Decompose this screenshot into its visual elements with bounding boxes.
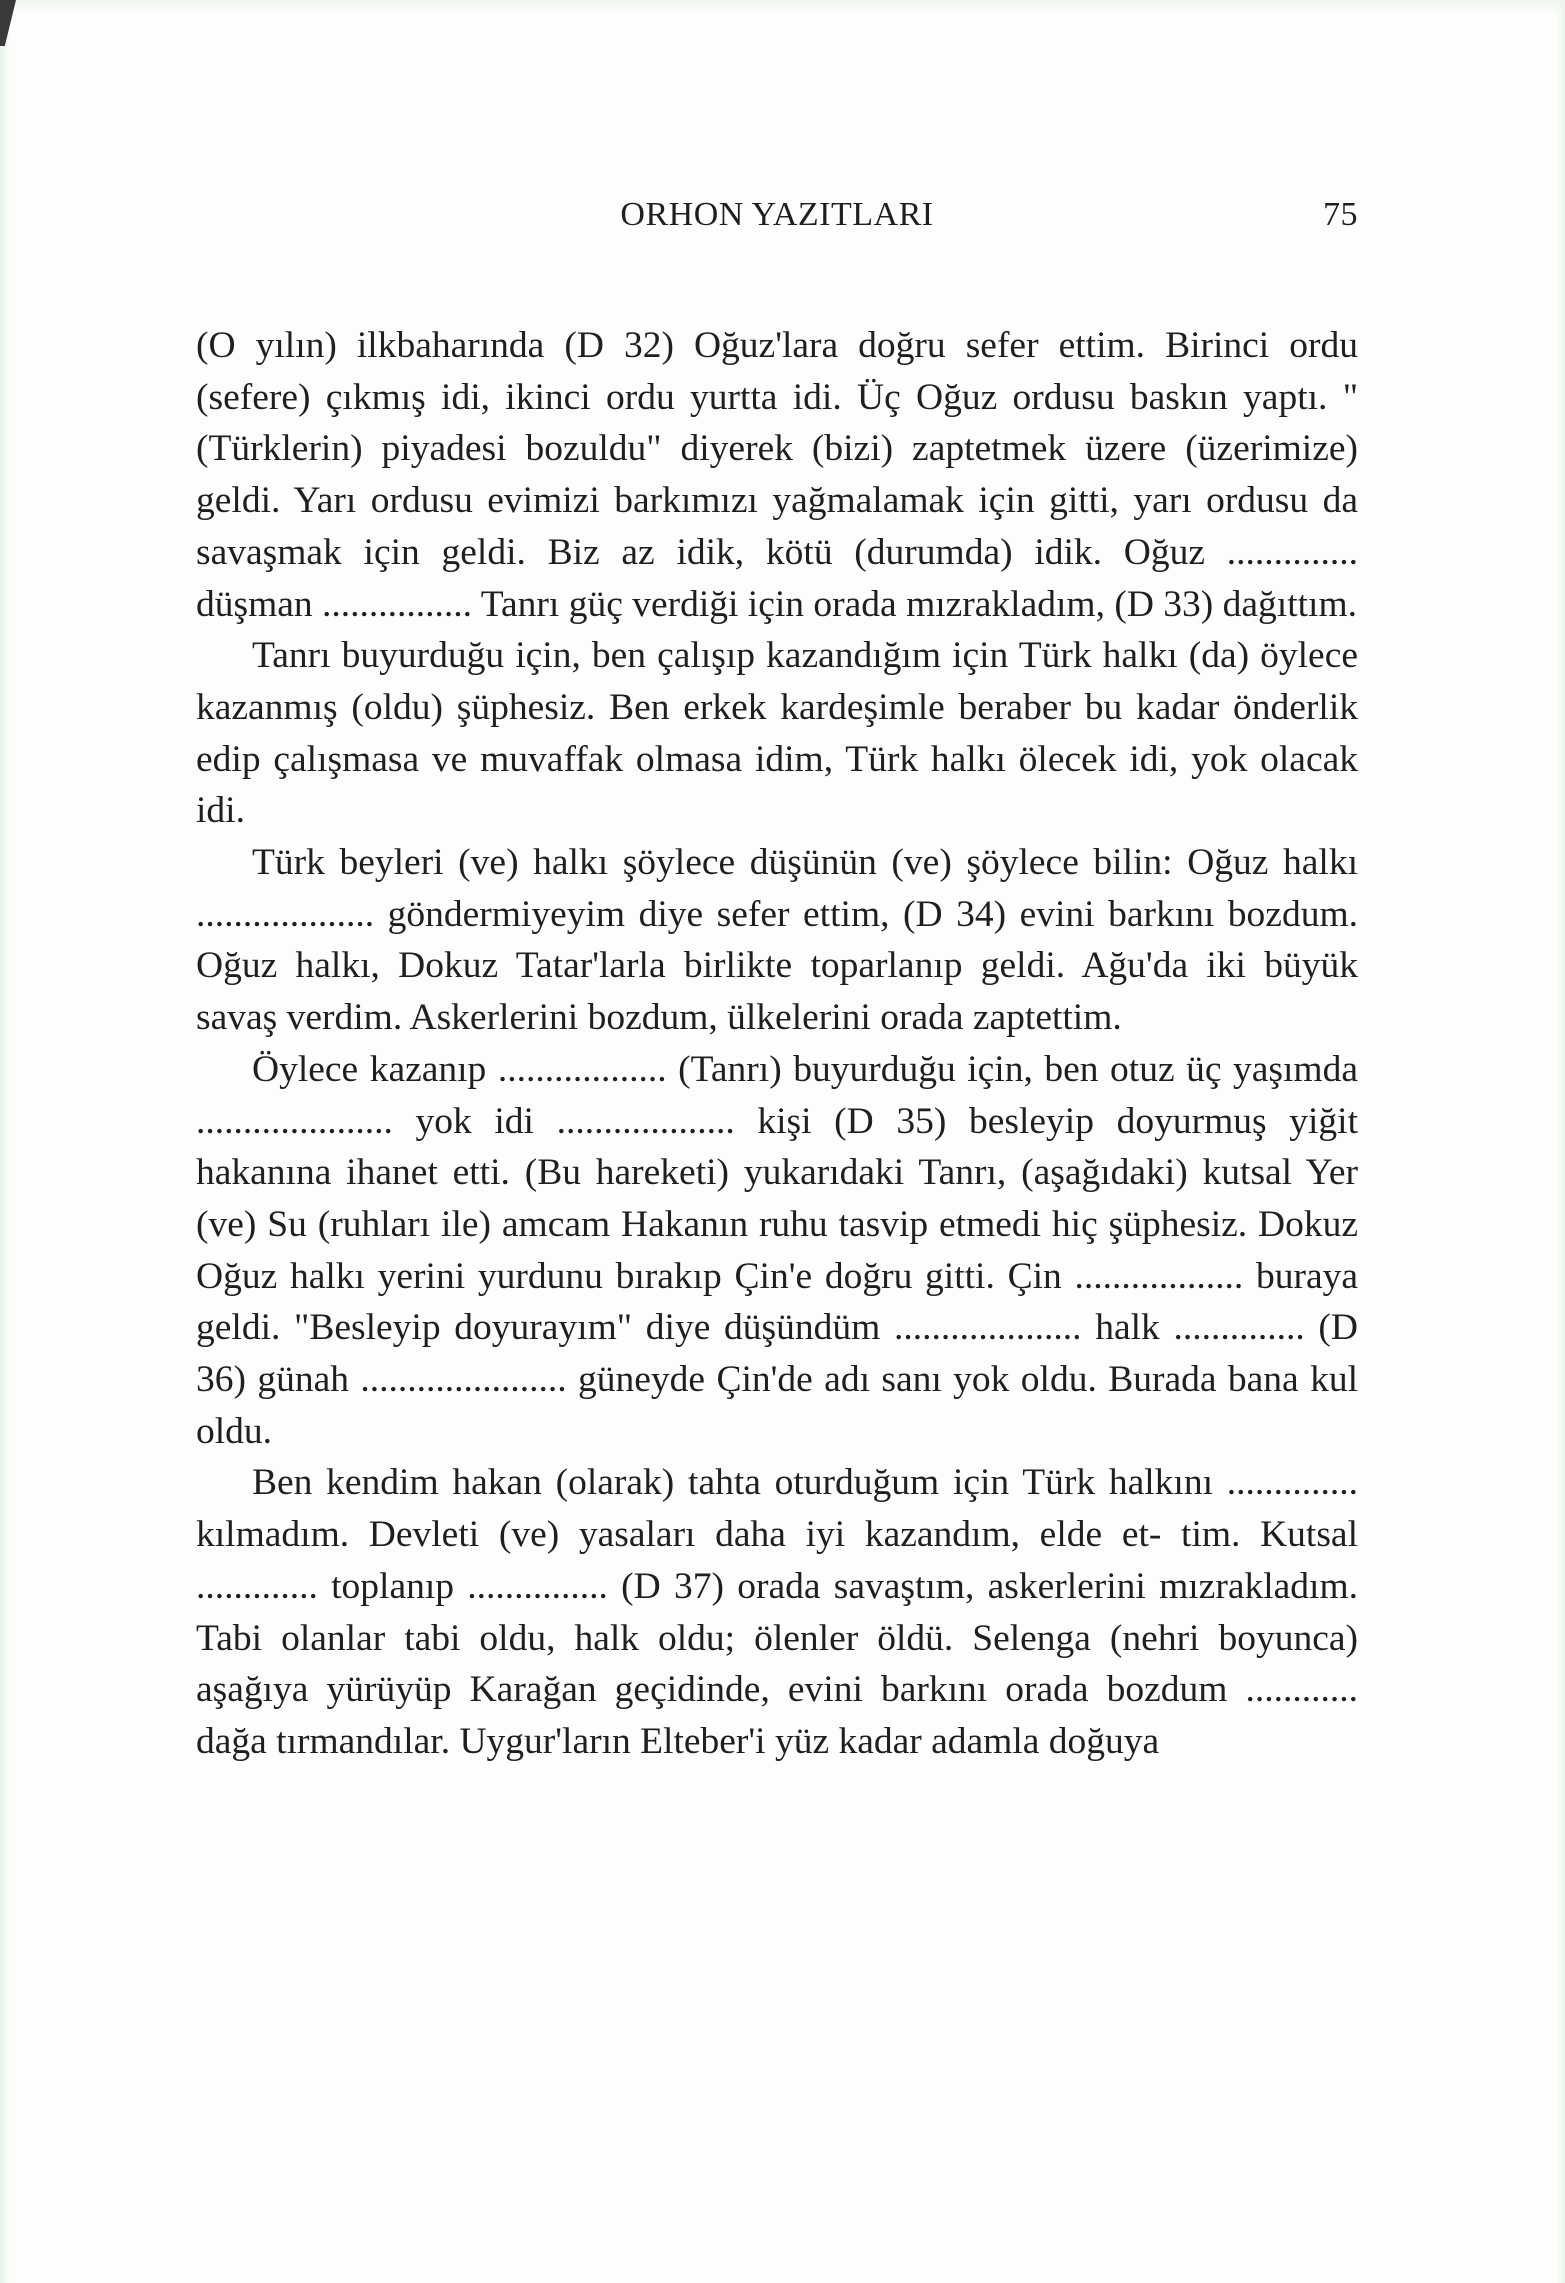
running-header bbox=[196, 196, 1358, 242]
paragraph-4: Öylece kazanıp .................. (Tanrı) buyurduğu için, ben otuz üç yaşımda ..................... yok idi ................... kişi (D 35) besleyip doyurmuş yiğit hakanına ihanet etti. (Bu hareketi) yukarıdaki Tanrı, (aşağıdaki) kutsal Yer (ve) Su (ruhları ile) amcam Hakanın ruhu tasvip etmedi hiç şüphesiz. Dokuz Oğuz halkı yerini yurdunu bırakıp Çin'e doğru gitti. Çin .................. buraya geldi. "Besleyip doyurayım" diye düşündüm .................... halk .............. (D 36) günah ...................... güneyde Çin'de adı sanı yok oldu. Burada bana kul oldu. bbox=[196, 1048, 1358, 1452]
page-edge-right bbox=[1557, 0, 1565, 2283]
paragraph-1: (O yılın) ilkbaharında (D 32) Oğuz'lara doğru sefer ettim. Birinci ordu (sefere) çıkmış idi, ikinci ordu yurtta idi. Üç Oğuz ordusu baskın yaptı. "(Türklerin) piyadesi bozuldu" diyerek (bizi) zaptetmek üzere (üzerimize) geldi. Yarı ordusu evimizi barkımızı yağmalamak için gitti, yarı ordusu da savaşmak için geldi. Biz az idik, kötü (durumda) idik. Oğuz .............. düşman ................ Tanrı güç verdiği için orada mızrakladım, (D 33) dağıttım. bbox=[196, 325, 1358, 625]
paragraph-2: Tanrı buyurduğu için, ben çalışıp kazandığım için Türk halkı (da) öylece kazanmış (oldu) şüphesiz. Ben erkek kardeşimle beraber bu kadar önderlik edip çalışmasa ve muvaffak olmasa idim, Türk halkı ölecek idi, yok olacak idi. bbox=[196, 635, 1358, 832]
running-title: ORHON YAZITLARI bbox=[620, 196, 934, 233]
page-edge-top bbox=[0, 0, 1565, 14]
paragraph-3: Türk beyleri (ve) halkı şöylece düşünün (ve) şöylece bilin: Oğuz halkı ................... göndermiyeyim diye sefer ettim, (D 34) evini barkını bozdum. Oğuz halkı, Dokuz Tatar'larla birlikte toparlanıp geldi. Ağu'da iki büyük savaş verdim. Askerlerini bozdum, ülkelerini orada zaptettim. bbox=[196, 842, 1358, 1039]
page-edge-left bbox=[0, 0, 10, 2283]
paragraph-5: Ben kendim hakan (olarak) tahta oturduğum için Türk halkını .............. kılmadım. Devleti (ve) yasaları daha iyi kazandım, elde et- tim. Kutsal ............. toplanıp ............... (D 37) orada savaştım, askerlerini mızrakladım. Tabi olanlar tabi oldu, halk oldu; ölenler öldü. Selenga (nehri boyunca) aşağıya yürüyüp Karağan geçidinde, evini barkını orada bozdum ............ dağa tırmandılar. Uygur'ların Elteber'i yüz kadar adamla doğuya bbox=[196, 1462, 1358, 1762]
page-number: 75 bbox=[1323, 196, 1358, 233]
body-text bbox=[196, 320, 1358, 1768]
